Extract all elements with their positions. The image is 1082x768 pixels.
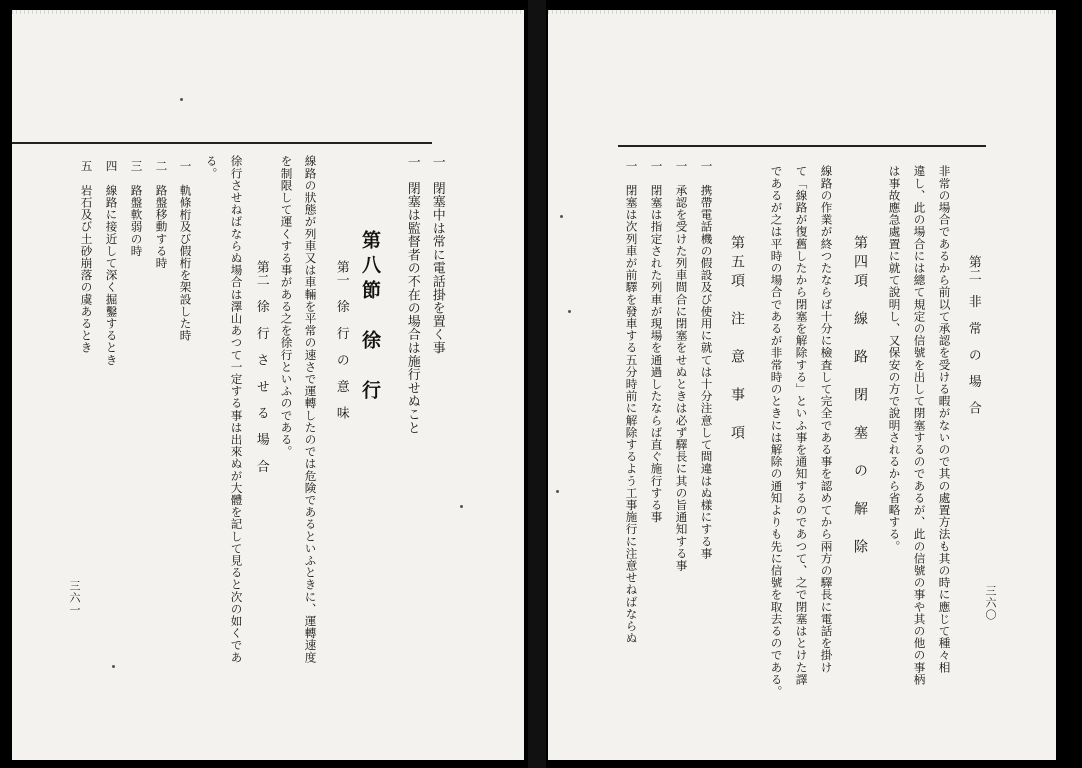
- text-line: 線路の狀態が列車又は車輛を平常の速さで運轉したのでは危険であるといふときに、運轉速度: [303, 155, 318, 664]
- page-number: 三六〇: [984, 585, 997, 621]
- list-item: 一 軌條桁及び假桁を架設した時: [178, 160, 193, 342]
- list-item: 四 線路に接近して深く掘鑿するとき: [104, 160, 119, 366]
- left-page: [12, 10, 524, 760]
- header-rule: [12, 142, 432, 144]
- header-rule: [618, 145, 986, 147]
- section-title: 第八節 徐 行: [359, 230, 381, 405]
- text-line: 徐行させねばならぬ場合は澤山あつて一定する事は出來ぬが大體を記して見ると次の如くであ: [229, 155, 244, 664]
- text-line: て「線路が復舊したから閉塞を解除する」といふ事を通知するのであつて、之で閉塞はとけた譯: [794, 165, 809, 686]
- book-gutter: [528, 0, 546, 768]
- section-title: 第五項 注 意 事 項: [729, 235, 745, 444]
- text-line: 非常の場合であるから前以て承認を受ける暇がないので其の處置方法も其の時に應じて種々相: [937, 165, 952, 674]
- page-number: 三六一: [68, 580, 81, 616]
- text-line: は事故應急處置に就て說明し、又保安の方で說明されるから省略する。: [887, 165, 902, 553]
- subsection-title: 第二 徐 行 さ せ る 場 合: [253, 260, 269, 473]
- list-item: 三 路盤軟弱の時: [129, 160, 144, 257]
- text-line: 一 閉塞中は常に電話掛を置く事: [429, 155, 445, 355]
- text-line: 一 閉塞は監督者の不在の場合は施行せぬこと: [404, 155, 420, 435]
- text-line: 違し、此の場合には總て規定の信號を出して閉塞するのであるが、此の信號の事や其の他の事柄: [912, 165, 927, 686]
- list-item: 一 閉塞は指定された列車が現場を通過したならば直ぐ施行する事: [649, 160, 664, 523]
- list-item: 一 閉塞は次列車が前驛を發車する五分時前に解除するよう工事施行に注意せねばならぬ: [624, 160, 639, 644]
- list-item: 一 承認を受けた列車間合に閉塞をせぬときは必ず驛長に其の旨通知する事: [674, 160, 689, 572]
- section-title: 第四項 線 路 閉 塞 の 解 除: [852, 235, 868, 558]
- list-item: 二 路盤移動する時: [154, 160, 169, 269]
- list-item: 一 携帶電話機の假設及び使用に就ては十分注意して間違はぬ樣にする事: [699, 160, 714, 560]
- text-line: 線路の作業が終つたならば十分に檢査して完全である事を認めてから兩方の驛長に電話を掛け: [819, 165, 834, 674]
- subsection-title: 第一 徐 行 の 意 味: [333, 260, 349, 420]
- running-title: 第二 非 常 の 場 合: [965, 255, 981, 415]
- text-line: であるが之は平時の場合であるが非常時のときには解除の通知よりも先に信號を取去るのである。: [769, 165, 784, 698]
- text-line: る。: [204, 155, 219, 180]
- right-page: [548, 10, 1056, 760]
- list-item: 五 岩石及び土砂崩落の虞あるとき: [79, 160, 94, 354]
- text-line: を制限して運くする事がある之を徐行といふのである。: [279, 155, 294, 458]
